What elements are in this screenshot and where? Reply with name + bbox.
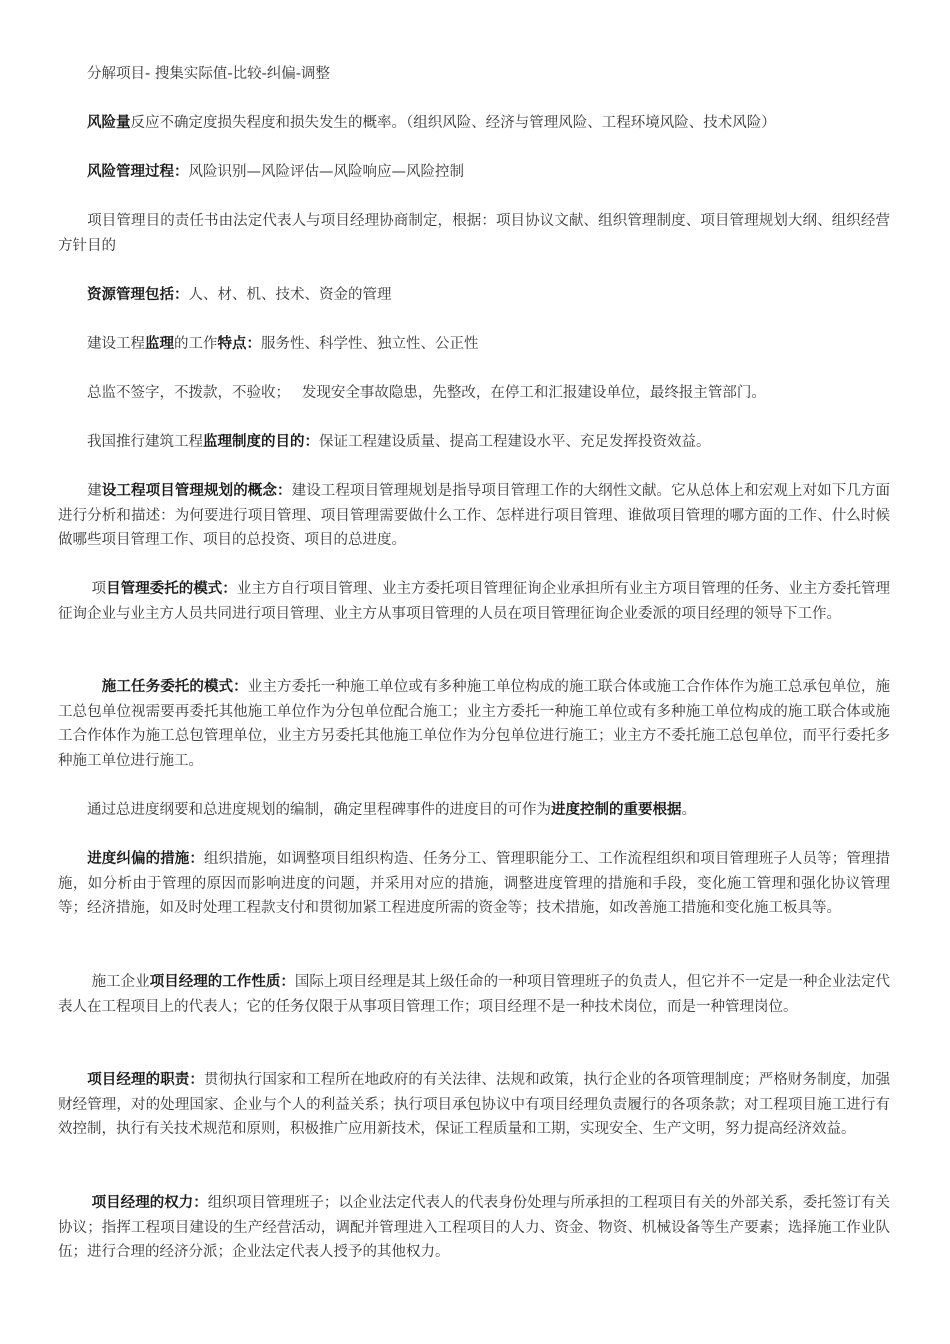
text-prefix: 建 [87, 483, 102, 499]
bold-term: 资源管理包括： [87, 287, 189, 303]
indent [58, 974, 92, 990]
paragraph-planning-concept [58, 479, 890, 553]
paragraph-responsibility-book [58, 209, 890, 258]
bold-term: 进度控制的重要根据 [551, 802, 682, 818]
bold-term: 风险管理过程： [87, 164, 189, 180]
paragraph-text: 分解项目- 搜集实际值-比较-纠偏-调整 [87, 66, 331, 82]
paragraph-text: 。 [681, 802, 696, 818]
bold-term: 监理制度的目的： [203, 434, 319, 450]
indent [58, 434, 87, 450]
text-prefix: 通过总进度纲要和总进度规划的编制，确定里程碑事件的进度目的可作为 [87, 802, 551, 818]
paragraph-supervision-features [58, 332, 890, 357]
indent [58, 679, 102, 695]
paragraph-manager-powers [58, 1191, 890, 1265]
paragraph-entrust-mode [58, 577, 890, 626]
bold-term: 项目经理的工作性质： [149, 974, 295, 990]
indent [58, 336, 87, 352]
paragraph-text: 业主方委托一种施工单位或有多种施工单位构成的施工联合体或施工合作体作为施工总承包单位，施工总包单位视需要再委托其他施工单位作为分包单位配合施工；业主方委托一种施工单位或有多种施工单位构成的施工联合体或施工合作体作为施工总包管理单位，业主方另委托其他施工单位作为分包单位进行施工；业主方不委托施工总包单位，而平行委托多种施工单位进行施工。 [58, 679, 891, 769]
indent [58, 164, 87, 180]
paragraph-text: 组织项目管理班子；以企业法定代表人的代表身份处理与所承担的工程项目有关的外部关系，委托签订有关协议；指挥工程项目建设的生产经营活动，调配并管理进入工程项目的人力、资金、物资、机械设备等生产要素；选择施工作业队伍；进行合理的经济分派；企业法定代表人授予的其他权力。 [58, 1195, 890, 1260]
bold-term: 施工任务委托的模式： [101, 679, 248, 695]
indent [58, 1072, 87, 1088]
bold-term: 监理 [145, 336, 174, 352]
text-prefix: 建设工程 [87, 336, 145, 352]
paragraph-text: 服务性、科学性、独立性、公正性 [261, 336, 479, 352]
paragraph-manager-duties [58, 1068, 890, 1142]
paragraph-risk-process [58, 160, 890, 185]
paragraph-text: 国际上项目经理是其上级任命的一种项目管理班子的负责人，但它并不一定是一种企业法定代表人在工程项目上的代表人；它的任务仅限于从事项目管理工作；项目经理不是一种技术岗位，而是一种管理岗位。 [58, 974, 890, 1015]
indent [58, 483, 87, 499]
indent [58, 385, 87, 401]
bold-term: 项目经理的权力： [91, 1195, 208, 1211]
paragraph-text: 人、材、机、技术、资金的管理 [188, 287, 392, 303]
bold-term: 目管理委托的模式： [106, 581, 237, 597]
bold-term: 风险量 [87, 115, 131, 131]
indent [58, 1195, 92, 1211]
paragraph-text: 组织措施，如调整项目组织构造、任务分工、管理职能分工、工作流程组织和项目管理班子人员等；管理措施，如分析由于管理的原因而影响进度的问题，并采用对应的措施，调整进度管理的措施和手段，变化施工管理和强化协议管理等；经济措施，如及时处理工程款支付和贯彻加紧工程进度所需的资金等；技术措施，如改善施工措施和变化施工板具等。 [58, 851, 891, 916]
indent [58, 213, 87, 229]
paragraph-progress-basis [58, 798, 890, 823]
paragraph-supervision-purpose [58, 430, 890, 455]
paragraph-text: 建设工程项目管理规划是指导项目管理工作的大纲性文献。它从总体上和宏观上对如下几方面进行分析和描述：为何要进行项目管理、项目管理需要做什么工作、怎样进行项目管理、谁做项目管理的哪方面的工作、什么时候做哪些项目管理工作、项目的总投资、项目的总进度。 [58, 483, 891, 548]
indent [58, 851, 87, 867]
paragraph-construction-entrust [58, 675, 890, 773]
paragraph-text: 风险识别—风险评估—风险响应—风险控制 [188, 164, 464, 180]
paragraph-text: 贯彻执行国家和工程所在地政府的有关法律、法规和政策，执行企业的各项管理制度；严格财务制度，加强财经管理，对的处理国家、企业与个人的利益关系；执行项目承包协议中有项目经理负责履行的各项条款；对工程项目施工进行有效控制，执行有关技术规范和原则，积极推广应用新技术，保证工程质量和工期，实现安全、生产文明，努力提高经济效益。 [58, 1072, 891, 1137]
text-prefix: 项 [91, 581, 107, 597]
paragraph-risk-amount [58, 111, 890, 136]
indent [58, 115, 87, 131]
paragraph-progress-correction [58, 847, 890, 921]
bold-term: 设工程项目管理规划的概念： [101, 483, 292, 499]
indent [58, 66, 87, 82]
paragraph-text: 项目管理目的责任书由法定代表人与项目经理协商制定，根据：项目协议文献、组织管理制度、项目管理规划大纲、组织经营方针目的 [58, 213, 891, 254]
bold-term: 进度纠偏的措施： [87, 851, 204, 867]
paragraph-manager-nature [58, 970, 890, 1019]
indent [58, 802, 87, 818]
bold-term-2: 特点： [217, 336, 261, 352]
text-prefix: 我国推行建筑工程 [87, 434, 203, 450]
paragraph-text: 业主方自行项目管理、业主方委托项目管理征询企业承担所有业主方项目管理的任务、业主方委托管理征询企业与业主方人员共同进行项目管理、业主方从事项目管理的人员在项目管理征询企业委派的项目经理的领导下工作。 [58, 581, 890, 622]
paragraph-project-breakdown [58, 62, 890, 87]
indent [58, 581, 92, 597]
paragraph-chief-supervisor [58, 381, 890, 406]
text-mid: 的工作 [174, 336, 218, 352]
paragraph-text: 保证工程建设质量、提高工程建设水平、充足发挥投资效益。 [319, 434, 711, 450]
text-prefix: 施工企业 [91, 974, 150, 990]
paragraph-text: 总监不签字，不拨款，不验收； 发现安全事故隐患，先整改，在停工和汇报建设单位，最终报主管部门。 [87, 385, 766, 401]
indent [58, 287, 87, 303]
paragraph-text: 反应不确定度损失程度和损失发生的概率。（组织风险、经济与管理风险、工程环境风险、技术风险） [130, 115, 776, 131]
bold-term: 项目经理的职责： [87, 1072, 204, 1088]
paragraph-resource-management [58, 283, 890, 308]
